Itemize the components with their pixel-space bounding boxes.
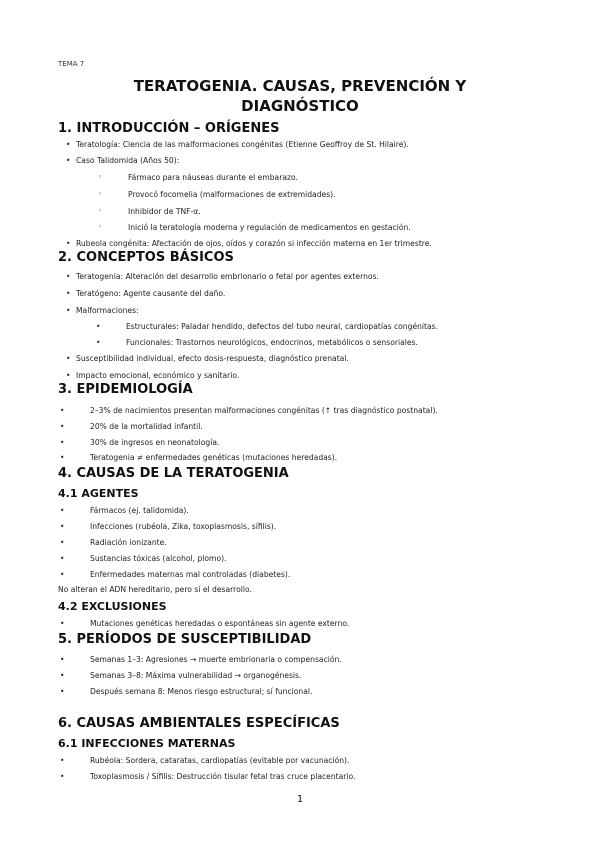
bullet-icon: • [66,354,71,363]
list-item: • Impacto emocional, económico y sanitario. [66,371,240,380]
bullet-icon: • [60,687,65,696]
list-item: • Semanas 3–8: Máxima vulnerabilidad → organogénesis. [60,671,302,680]
bullet-icon: • [60,619,65,628]
bullet-icon: • [60,422,65,431]
list-item: ◦ Inhibidor de TNF-α. [98,207,201,216]
list-item: ◦ Inició la teratología moderna y regulación de medicamentos en gestación. [98,223,411,232]
list-item: • Sustancias tóxicas (alcohol, plomo). [60,554,227,563]
list-item: • Teratogenia ≠ enfermedades genéticas (mutaciones heredadas). [60,453,338,462]
list-item: • Susceptibilidad individual, efecto dosis-respuesta, diagnóstico prenatal. [66,354,349,363]
section-heading-periodos: 5. PERÍODOS DE SUSCEPTIBILIDAD [58,632,312,647]
bullet-icon: • [60,453,65,462]
note-text: No alteran el ADN hereditario, pero sí el desarrollo. [58,585,252,594]
list-item: • Caso Talidomida (Años 50): [66,156,180,165]
bullet-icon: • [60,772,65,781]
topic-label: TEMA 7 [58,60,85,68]
bullet-icon: • [60,406,65,415]
bullet-icon: • [66,156,71,165]
bullet-icon: • [66,306,71,315]
list-item: • Teratogenia: Alteración del desarrollo embrionario o fetal por agentes externos. [66,272,379,281]
list-item: ◦ Fármaco para náuseas durante el embarazo. [98,173,298,182]
section-heading-causas: 4. CAUSAS DE LA TERATOGENIA [58,466,289,481]
bullet-icon: • [60,756,65,765]
bullet-icon: • [60,671,65,680]
title-line-2: DIAGNÓSTICO [241,97,359,115]
bullet-icon: • [66,272,71,281]
bullet-icon: • [66,289,71,298]
subsection-heading-exclusiones: 4.2 EXCLUSIONES [58,600,167,613]
list-item: • Después semana 8: Menos riesgo estructural; sí funcional. [60,687,313,696]
section-heading-causas-ambientales: 6. CAUSAS AMBIENTALES ESPECÍFICAS [58,716,340,731]
bullet-icon: • [60,438,65,447]
list-item: • Teratología: Ciencia de las malformaciones congénitas (Etienne Geoffroy de St. Hilaire). [66,140,409,149]
list-item: • Teratógeno: Agente causante del daño. [66,289,226,298]
list-item: • Rubéola: Sordera, cataratas, cardiopatías (evitable por vacunación). [60,756,350,765]
hollow-bullet-icon: ◦ [98,190,103,198]
list-item: • Infecciones (rubéola, Zika, toxoplasmosis, sífilis). [60,522,277,531]
bullet-icon: • [60,554,65,563]
list-item: • Malformaciones: [66,306,139,315]
list-item: • 20% de la mortalidad infantil. [60,422,203,431]
bullet-icon: • [60,570,65,579]
bullet-icon: • [66,371,71,380]
hollow-bullet-icon: ◦ [98,207,103,215]
list-item: • 2–3% de nacimientos presentan malformaciones congénitas (↑ tras diagnóstico postnatal). [60,406,438,415]
list-item: ◦ Provocó focomelia (malformaciones de extremidades). [98,190,336,199]
page-title [60,76,540,116]
list-item: • Radiación ionizante. [60,538,167,547]
bullet-icon: • [66,140,71,149]
section-heading-epidemiologia: 3. EPIDEMIOLOGÍA [58,382,193,397]
subsection-heading-infecciones: 6.1 INFECCIONES MATERNAS [58,737,236,750]
hollow-bullet-icon: ◦ [98,223,103,231]
title-line-1: TERATOGENIA. CAUSAS, PREVENCIÓN Y [133,77,467,95]
section-heading-conceptos: 2. CONCEPTOS BÁSICOS [58,250,234,265]
section-heading-introduccion: 1. INTRODUCCIÓN – ORÍGENES [58,121,280,136]
bullet-icon: • [60,655,65,664]
bullet-icon: • [96,322,101,331]
hollow-bullet-icon: ◦ [98,173,103,181]
bullet-icon: • [60,522,65,531]
list-item: • Toxoplasmosis / Sífilis: Destrucción tisular fetal tras cruce placentario. [60,772,356,781]
list-item: • Mutaciones genéticas heredadas o espontáneas sin agente externo. [60,619,350,628]
bullet-icon: • [60,538,65,547]
subsection-heading-agentes: 4.1 AGENTES [58,487,139,500]
list-item: • Enfermedades maternas mal controladas (diabetes). [60,570,291,579]
bullet-icon: • [60,506,65,515]
list-item: • Semanas 1–3: Agresiones → muerte embrionaria o compensación. [60,655,342,664]
list-item: • 30% de ingresos en neonatología. [60,438,220,447]
list-item: • Rubeola congénita: Afectación de ojos, oídos y corazón si infección materna en 1er trimestre. [66,239,432,248]
page-number: 1 [296,794,304,805]
list-item: • Fármacos (ej. talidomida). [60,506,189,515]
bullet-icon: • [66,239,71,248]
list-item: • Estructurales: Paladar hendido, defectos del tubo neural, cardiopatías congénitas. [96,322,439,331]
list-item: • Funcionales: Trastornos neurológicos, endocrinos, metabólicos o sensoriales. [96,338,418,347]
bullet-icon: • [96,338,101,347]
